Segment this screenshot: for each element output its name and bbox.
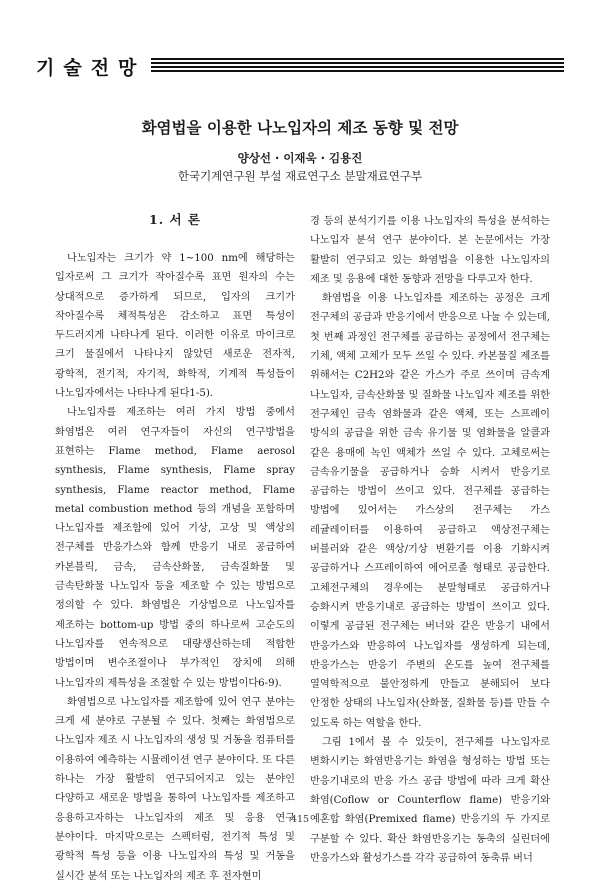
paragraph: 그림 1에서 볼 수 있듯이, 전구체를 나노입자로 변화시키는 화염반응기는 화염을 형성하는 방법 또는 반응기내로의 반응 가스 공급 방법에 따라 크게 확산 화염(Coflow or Counterflow flame) 반응기와 예혼합 화염(Premixed flame) 반응기의 두 가지로 구분할 수 있다. 확산 화염반응기는 동축의 실린더에 반응가스와 활성가스를 각각 공급하여 동축류 버너: [310, 737, 550, 864]
paragraph: 화염법을 이용 나노입자를 제조하는 공정은 크게 전구체의 공급과 반응기에서 반응으로 나눌 수 있는데, 첫 번째 과정인 전구체를 공급하는 공정에서 전구체는 기체, 액체 고체가 모두 쓰일 수 있다. 카본물질 제조를 위해서는 C2H2와 같은 가스가 주로 쓰이며 금속계 나노입자, 금속산화물 및 질화물 나노입자 제조를 위한 전구체인 금속 염화물과 같은 액체, 또는 스프레이 방식의 공급을 위한 금속 유기물 및 염화물을 알콜과 같은 용매에 녹인 액체가 쓰일 수 있다. 고체로써는 금속유기물을 공급하거나 승화 시켜서 반응기로 공급하는 방법이 쓰이고 있다. 전구체를 공급하는 방법에 있어서는 가스상의 전구체는 가스 레귤레이터를 이용하여 공급하고 액상전구체는 버블러와 같은 액상/기상 변환기를 이용 기화시켜 공급하거나 스프레이하여 에어로졸 형태로 공급한다. 고체전구체의 경우에는 분말형태로 공급하거나 승화시켜 반응기내로 공급하는 방법이 쓰이고 있다. 이렇게 공급된 전구체는 버너와 같은 반응기 내에서 반응가스와 반응하여 나노입자를 생성하게 되는데, 반응가스는 반응기 주변의 온도를 높여 전구체를 열역학적으로 불안정하게 만들고 분해되어 보다 안정한 상태의 나노입자(산화물, 질화물 등)를 만들 수 있도록 하는 역할을 한다.: [310, 293, 550, 729]
paragraph: 나노입자를 제조하는 여러 가지 방법 중에서 화염법은 여러 연구자들이 자신의 연구방법을 표현하는 Flame method, Flame aerosol synthesis, Flame synthesis, Flame spray synthesis, Flame reactor method, Flame metal combustion method 등의 개념을 포함하며 나노입자를 제조함에 있어 기상, 고상 및 액상의 전구체를 반응가스와 함께 반응기 내로 공급하여 카본블릭, 금속, 금속산화물, 금속질화물 및 금속탄화물 나노입자 등을 제조할 수 있는 방법으로 정의할 수 있다. 화염법은 기상법으로 나노입자를 제조하는 bottom-up 방법 중의 하나로써 고순도의 나노입자를 연속적으로 대량생산하는데 적합한 방법이며 변수조절이나 부가적인 장치에 의해 나노입자의 제특성을 조절할 수 있는 방법이다6-9).: [55, 407, 295, 689]
paper-title: 화염법을 이용한 나노입자의 제조 동향 및 전망: [141, 119, 459, 137]
right-column: [310, 212, 550, 868]
section-heading: 1. 서 론: [149, 212, 201, 227]
paper-authors: 양상선 · 이재욱 · 김용진: [237, 151, 363, 165]
left-column: [55, 210, 295, 886]
page-number: 415: [290, 814, 310, 825]
section-rule: [151, 58, 564, 74]
section-header: [36, 48, 564, 84]
section-label: 기술전망: [36, 56, 146, 79]
paragraph: 화염법으로 나노입자를 제조함에 있어 연구 분야는 크게 세 분야로 구분될 수 있다. 첫째는 화염법으로 나노입자 제조 시 나노입자의 생성 및 거동을 컴퓨터를 이용하여 예측하는 시뮬레이션 연구 분야이다. 또 다른 하나는 가장 활발히 연구되어지고 있는 분야인 다양하고 새로운 방법을 통하여 나노입자를 제조하고 응용하고자하는 나노입자의 제조 및 응용 연구 분야이다. 마지막으로는 스펙터럼, 전기적 특성 및 광학적 특성 등을 이용 나노입자의 특성 및 거동을 실시간 분석 또는 나노입자의 제조 후 전자현미: [55, 696, 295, 882]
paragraph: 경 등의 분석기기를 이용 나노입자의 특성을 분석하는 나노입자 분석 연구 분야이다. 본 논문에서는 가장 활발히 연구되고 있는 화염법을 이용한 나노입자의 제조 및 응용에 대한 동향과 전망을 다루고자 한다.: [310, 216, 550, 285]
paragraph: 나노입자는 크기가 약 1~100 nm에 해당하는 입자로써 그 크기가 작아질수록 표면 원자의 수는 상대적으로 증가하게 되므로, 입자의 크기가 작아질수록 체적특성은 감소하고 표면 특성이 두드러지게 나타나게 된다. 이러한 이유로 마이크로 크기 물질에서 나타나지 않았던 새로운 전자적, 광학적, 전기적, 자기적, 화학적, 기계적 특성들이 나노입자에서는 나타나게 된다1-5).: [55, 253, 295, 400]
paper-affiliation: 한국기계연구원 부설 재료연구소 분말재료연구부: [177, 169, 423, 183]
